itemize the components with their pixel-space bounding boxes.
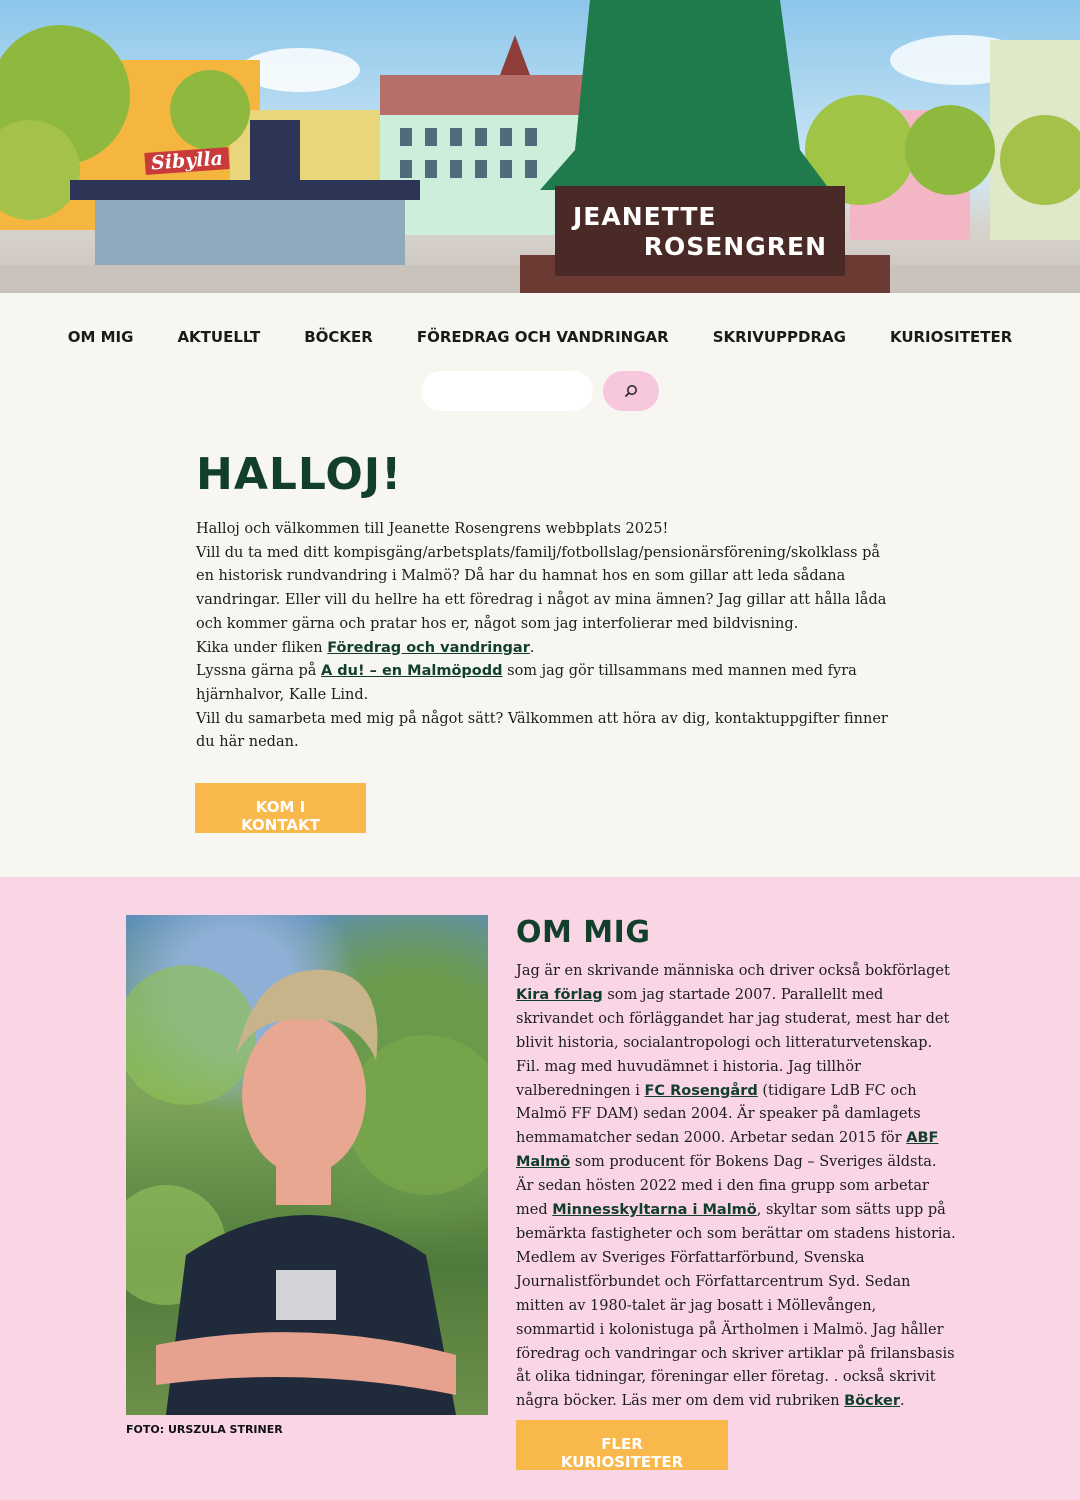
intro-line: Lyssna gärna på: [196, 663, 322, 680]
podcast-link[interactable]: A du! – en Malmöpodd: [321, 663, 503, 680]
intro-line: Vill du ta med ditt kompisgäng/arbetsplats/familj/fotbollslag/pensionärsförening/skolklass på en historisk rundvandring i Malmö? Då har du hamnat hos en som gillar att leda sådana vandringar. Eller vill du hellre ha ett föredrag i något av mina ämnen? Jag gillar att hålla låda och kommer gärna och pratar hos er, något som jag interfolierar med bildvisning.: [196, 544, 887, 632]
site-title[interactable]: [555, 186, 845, 276]
about-text: [516, 915, 956, 1414]
foredrag-link[interactable]: Föredrag och vandringar: [327, 639, 530, 656]
kiosk-sign: Sibylla: [144, 147, 229, 175]
about-text-part: som producent för Bokens Dag – Sveriges äldsta. Är sedan hösten 2022 med i den fina grupp som arbetar med: [516, 1154, 937, 1219]
portrait-illustration: [126, 915, 488, 1415]
portrait-photo: [126, 915, 488, 1415]
kira-forlag-link[interactable]: Kira förlag: [516, 986, 603, 1003]
contact-button[interactable]: KOM I KONTAKT: [195, 783, 366, 833]
search-icon: [624, 384, 638, 398]
intro-line: .: [529, 639, 535, 656]
intro-line: som jag gör tillsammans med mannen med fyra hjärnhalvor, Kalle Lind.: [196, 663, 857, 703]
nav-item-bocker[interactable]: BÖCKER: [304, 328, 373, 346]
abf-malmo-link[interactable]: ABF Malmö: [516, 1130, 939, 1171]
nav-item-om-mig[interactable]: OM MIG: [67, 328, 134, 346]
about-text-part: som jag startade 2007. Parallellt med skrivandet och förläggandet har jag studerat, mest har det blivit historia, socialantropologi och litteraturvetenskap. Fil. mag med huvudämnet i historia. Jag tillhör valberedningen i: [516, 986, 950, 1099]
about-text-part: (tidigare LdB FC och Malmö FF DAM) sedan 2004. Är speaker på damlagets hemmamatcher sedan 2000. Arbetar sedan 2015 för: [516, 1082, 921, 1147]
minnesskyltarna-link[interactable]: Minnesskyltarna i Malmö: [552, 1202, 757, 1219]
about-text-part: .: [900, 1393, 905, 1410]
bocker-link[interactable]: Böcker: [844, 1393, 901, 1410]
intro-section: [0, 411, 890, 834]
main-nav: [0, 293, 1080, 381]
photo-credit: FOTO: URSZULA STRINER: [126, 1423, 283, 1436]
nav-item-skrivuppdrag[interactable]: SKRIVUPPDRAG: [712, 328, 846, 346]
intro-line: Vill du samarbeta med mig på något sätt? Välkommen att höra av dig, kontaktuppgifter finner du här nedan.: [196, 710, 888, 751]
about-paragraph: [516, 960, 956, 1414]
about-section: [0, 877, 1080, 1500]
about-text-part: Jag är en skrivande människa och driver också bokförlaget: [516, 963, 950, 979]
search-button[interactable]: [603, 371, 659, 411]
nav-item-foredrag[interactable]: FÖREDRAG OCH VANDRINGAR: [416, 328, 669, 346]
fc-rosengard-link[interactable]: FC Rosengård: [644, 1082, 758, 1099]
site-title-line1: JEANETTE: [573, 202, 717, 231]
about-heading: OM MIG: [516, 915, 651, 950]
about-text-part: , skyltar som sätts upp på bemärkta fastigheter och som berättar om stadens historia. Medlem av Sveriges Författarförbund, Svenska Journalistförbundet och Författarcentrum Syd. Sedan mitten av 1980-talet är jag bosatt i Möllevången, sommartid i kolonistuga på Ärtholmen i Malmö. Jag håller föredrag och vandringar och skriver artiklar på frilansbasis åt olika tidningar, föreningar eller företag. . också skrivit några böcker. Läs mer om dem vid rubriken: [516, 1202, 956, 1410]
intro-line: Halloj och välkommen till Jeanette Rosengrens webbplats 2025!: [196, 521, 669, 537]
hero-banner: [0, 0, 1080, 293]
intro-heading: HALLOJ!: [196, 449, 403, 500]
intro-paragraph: [196, 518, 890, 755]
nav-item-kuriositeter[interactable]: KURIOSITETER: [889, 328, 1013, 346]
hero-illustration: [0, 0, 1080, 293]
search-input[interactable]: [421, 371, 593, 411]
intro-line: Kika under fliken: [196, 639, 328, 656]
more-curiosities-button[interactable]: FLER KURIOSITETER: [516, 1420, 728, 1470]
site-title-line2: ROSENGREN: [643, 232, 827, 261]
search-form: [0, 371, 1080, 411]
nav-item-aktuellt[interactable]: AKTUELLT: [177, 328, 261, 346]
